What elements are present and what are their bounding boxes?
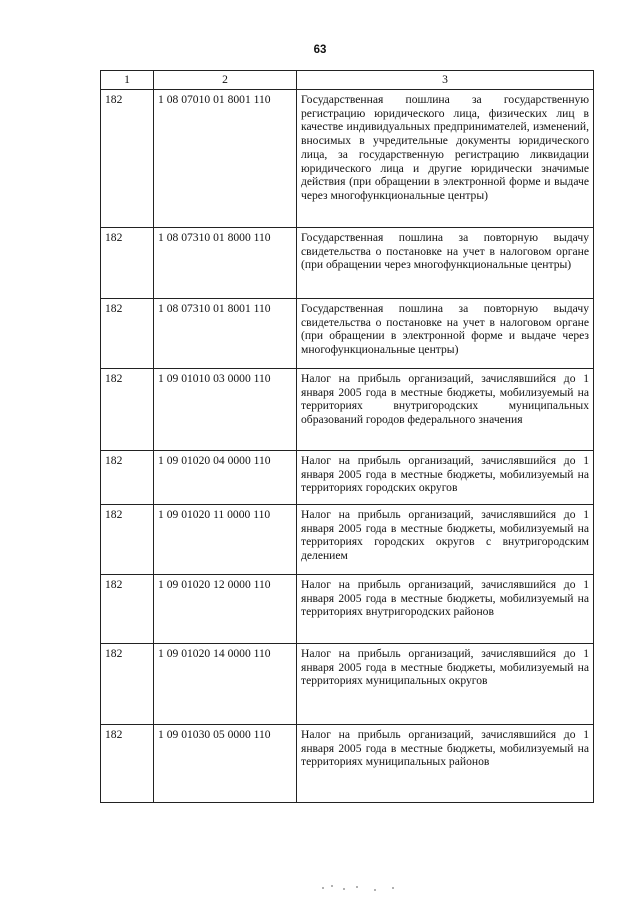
admin-code-cell: 182 xyxy=(101,90,154,228)
column-header-2: 2 xyxy=(154,71,297,90)
admin-code-cell: 182 xyxy=(101,644,154,725)
description-cell: Налог на прибыль организаций, зачислявшийся до 1 января 2005 года в местные бюджеты, мобилизуемый на территориях муниципальных районов xyxy=(297,725,594,803)
budget-code-cell: 1 09 01020 12 0000 110 xyxy=(154,575,297,644)
admin-code-cell: 182 xyxy=(101,451,154,505)
admin-code-cell: 182 xyxy=(101,299,154,369)
column-header-1: 1 xyxy=(101,71,154,90)
column-header-3: 3 xyxy=(297,71,594,90)
budget-code-cell: 1 09 01020 11 0000 110 xyxy=(154,505,297,575)
admin-code-cell: 182 xyxy=(101,369,154,451)
table-row xyxy=(101,575,594,644)
table-row xyxy=(101,725,594,803)
description-cell: Налог на прибыль организаций, зачислявшийся до 1 января 2005 года в местные бюджеты, мобилизуемый на территориях внутригородских муниципальных образований городов федерального значения xyxy=(297,369,594,451)
admin-code-cell: 182 xyxy=(101,575,154,644)
budget-code-cell: 1 08 07010 01 8001 110 xyxy=(154,90,297,228)
description-cell: Налог на прибыль организаций, зачислявшийся до 1 января 2005 года в местные бюджеты, мобилизуемый на территориях городских округов xyxy=(297,451,594,505)
budget-code-cell: 1 09 01020 14 0000 110 xyxy=(154,644,297,725)
budget-code-cell: 1 09 01010 03 0000 110 xyxy=(154,369,297,451)
description-cell: Государственная пошлина за повторную выдачу свидетельства о постановке на учет в налоговом органе (при обращении в электронной форме и выдаче через многофункциональные центры) xyxy=(297,299,594,369)
table-row xyxy=(101,299,594,369)
description-cell: Налог на прибыль организаций, зачислявшийся до 1 января 2005 года в местные бюджеты, мобилизуемый на территориях муниципальных округов xyxy=(297,644,594,725)
description-cell: Государственная пошлина за государственную регистрацию юридического лица, физических лиц в качестве индивидуальных предпринимателей, изменений, вносимых в учредительные документы юридического лица, за государственную регистрацию ликвидации юридического лица и другие юридически значимые действия (при обращении в электронной форме и выдаче через многофункциональные центры) xyxy=(297,90,594,228)
table-row xyxy=(101,451,594,505)
description-cell: Налог на прибыль организаций, зачислявшийся до 1 января 2005 года в местные бюджеты, мобилизуемый на территориях внутригородских районов xyxy=(297,575,594,644)
budget-code-cell: 1 08 07310 01 8001 110 xyxy=(154,299,297,369)
admin-code-cell: 182 xyxy=(101,725,154,803)
table-header-row xyxy=(101,71,594,90)
table-row xyxy=(101,505,594,575)
admin-code-cell: 182 xyxy=(101,228,154,299)
description-cell: Государственная пошлина за повторную выдачу свидетельства о постановке на учет в налоговом органе (при обращении через многофункциональные центры) xyxy=(297,228,594,299)
admin-code-cell: 182 xyxy=(101,505,154,575)
page-number: 63 xyxy=(313,44,327,56)
budget-code-cell: 1 09 01020 04 0000 110 xyxy=(154,451,297,505)
table-row xyxy=(101,90,594,228)
table-row xyxy=(101,369,594,451)
budget-code-cell: 1 09 01030 05 0000 110 xyxy=(154,725,297,803)
table-row xyxy=(101,228,594,299)
description-cell: Налог на прибыль организаций, зачислявшийся до 1 января 2005 года в местные бюджеты, мобилизуемый на территориях городских округов с внутригородским делением xyxy=(297,505,594,575)
scan-artifact xyxy=(322,884,402,892)
table-row xyxy=(101,644,594,725)
budget-codes-table xyxy=(100,70,594,803)
budget-code-cell: 1 08 07310 01 8000 110 xyxy=(154,228,297,299)
